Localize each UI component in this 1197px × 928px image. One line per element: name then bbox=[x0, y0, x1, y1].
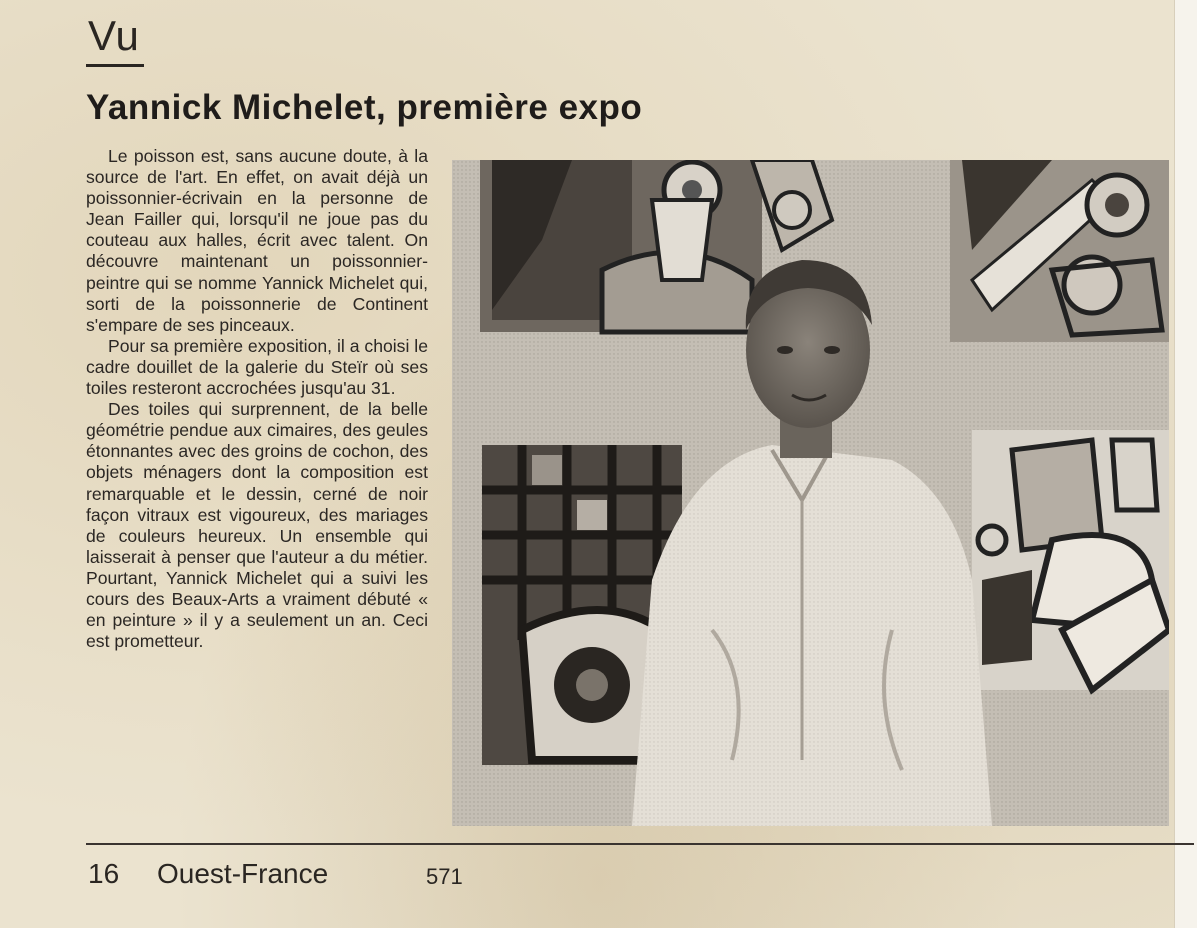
footer-rule bbox=[86, 843, 1194, 845]
painting-bottom-right bbox=[972, 430, 1169, 690]
photo-portrait-with-paintings bbox=[452, 160, 1169, 826]
background-sheet-edge bbox=[1174, 0, 1197, 928]
newspaper-name: Ouest-France bbox=[157, 858, 329, 889]
page-number: 16 bbox=[88, 858, 120, 889]
article-paragraph: Le poisson est, sans aucune doute, à la source de l'art. En effet, on avait déjà un poissonnier-écrivain en la personne de Jean Failler qui, lorsqu'il ne joue pas du couteau aux halles, écrit avec talent. On découvre maintenant un poissonnier-peintre qui se nomme Yannick Michelet qui, sorti de la poissonnerie de Continent s'empare de ses pinceaux. bbox=[86, 146, 428, 335]
article-paragraph: Des toiles qui surprennent, de la belle géométrie pendue aux cimaires, des geules étonnantes avec des groins de cochon, des objets ménagers dont la composition est remarquable et le dessin, cerné de noir façon vitraux est vigoureux, des mariages de couleurs heureux. Un ensemble qui laisserait à penser que l'auteur a du métier. Pourtant, Yannick Michelet qui a suivi les cours des Beaux-Arts a vraiment débuté « en peinture » il y a seulement un an. Ceci est prometteur. bbox=[86, 399, 428, 652]
painting-top-right bbox=[950, 160, 1169, 342]
clipping-code: 571 bbox=[426, 864, 463, 889]
article-paragraph: Pour sa première exposition, il a choisi le cadre douillet de la galerie du Steïr où ses toiles resteront accrochées jusqu'au 31. bbox=[86, 335, 428, 399]
article-headline: Yannick Michelet, première expo bbox=[86, 88, 643, 127]
article-photo bbox=[452, 160, 1169, 826]
article-body bbox=[86, 146, 428, 652]
section-label: Vu bbox=[88, 12, 140, 59]
section-underline bbox=[86, 64, 144, 67]
